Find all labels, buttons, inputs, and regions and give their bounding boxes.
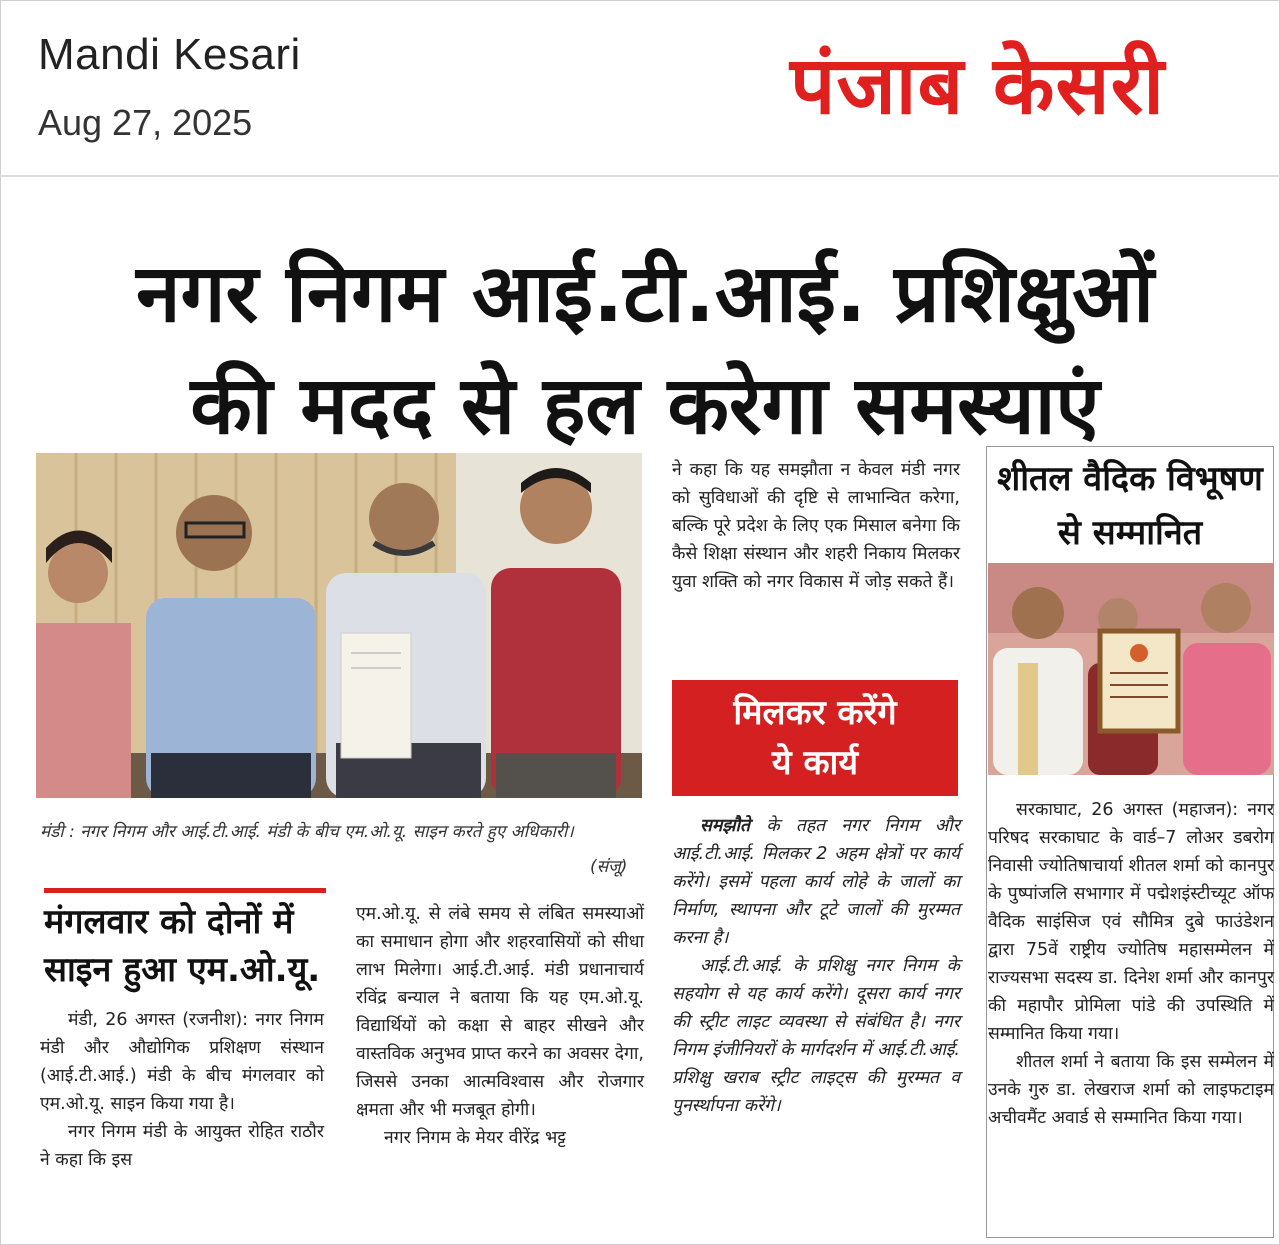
photo-caption: मंडी : नगर निगम और आई.टी.आई. मंडी के बीच एम.ओ.यू. साइन करते हुए अधिकारी। [40,822,574,842]
col1-para-1: मंडी, 26 अगस्त (रजनीश): नगर निगम मंडी और औद्योगिक प्रशिक्षण संस्थान (आई.टी.आई.) मंडी के बीच मंगलवार को एम.ओ.यू. साइन किया गया है। [40,1010,324,1114]
award-photo [988,563,1274,775]
newspaper-logo: पंजाब केसरी [790,39,1166,132]
mou-signing-photo [36,453,642,798]
column-1 [40,1006,324,1174]
publication-name: Mandi Kesari [38,30,301,79]
highlight-box-line-1: मिलकर करेंगे [733,693,897,733]
col2-para-1: एम.ओ.यू. से लंबे समय से लंबित समस्याओं का समाधान होगा और शहरवासियों को सीधा लाभ मिलेगा। आई.टी.आई. मंडी प्रधानाचार्य रविंद्र बन्याल ने बताया कि यह एम.ओ.यू. विद्यार्थियों को कक्षा से बाहर सीखने और वास्तविक अनुभव प्राप्त करने का अवसर देगा, जिससे उनका आत्मविश्वास और रोजगार क्षमता और भी मजबूत होगी। [356,904,644,1120]
col2-para-2: नगर निगम के मेयर वीरेंद्र भट्ट [384,1128,566,1148]
headline-line-1: नगर निगम आई.टी.आई. प्रशिक्षुओं [136,247,1154,340]
mou-subhead: मंगलवार को दोनों में साइन हुआ एम.ओ.यू. [44,902,321,990]
subhead-rule [44,888,326,893]
col1-para-2: नगर निगम मंडी के आयुक्त रोहित राठौर ने कहा कि इस [40,1122,324,1170]
headline-line-2: की मदद से हल करेगा समस्याएं [190,359,1100,452]
header-divider [0,175,1280,177]
highlight-box [672,680,958,796]
column-3-top [672,456,960,596]
highlight-box-line-2: ये कार्य [771,743,859,783]
side-title-line-1: शीतल वैदिक विभूषण [997,459,1263,499]
photo-credit: (संजू) [590,857,628,877]
main-headline [30,238,1260,462]
col3-para-2: आई.टी.आई. के प्रशिक्षु नगर निगम के सहयोग से यह कार्य करेंगे। दूसरा कार्य नगर की स्ट्रीट लाइट व्यवस्था से संबंधित है। नगर निगम इंजीनियरों के मार्गदर्शन में आई.टी.आई. प्रशिक्षु खराब स्ट्रीट लाइट्स की मुरम्मत व पुनर्स्थापना करेंगे। [672,956,960,1116]
col3-lead-word: समझौते [700,816,751,836]
side-title-line-2: से सम्मानित [1057,513,1203,553]
col3-para-1-text: के तहत नगर निगम और आई.टी.आई. मिलकर 2 अहम क्षेत्रों पर कार्य करेंगे। इसमें पहला कार्य लोहे के जालों का निर्माण, स्थापना और टूटे जालों की मुरम्मत करना है। [672,816,960,948]
side-story-title [990,452,1270,560]
side-para-1: सरकाघाट, 26 अगस्त (महाजन): नगर परिषद सरकाघाट के वार्ड–7 लोअर डबरोग निवासी ज्योतिषाचार्या शीतल शर्मा को कानपुर के पुष्पांजलि सभागार में पद्मेशइंस्टीच्यूट ऑफ वैदिक साइंसिज एवं सौमित्र दुबे फाउंडेशन द्वारा 75वें राष्ट्रीय ज्योतिष महासम्मेलन में राज्यसभा सदस्य डा. दिनेश शर्मा और कानपुर की महापौर प्रोमिला पांडे की उपस्थिति में सम्मानित किया गया। [988,800,1274,1044]
col3-top-para: ने कहा कि यह समझौता न केवल मंडी नगर को सुविधाओं की दृष्टि से लाभान्वित करेगा, बल्कि पूरे प्रदेश के लिए एक मिसाल बनेगा कि कैसे शिक्षा संस्थान और शहरी निकाय मिलकर युवा शक्ति को नगर विकास में जोड़ सकते हैं। [672,460,960,592]
column-3 [672,812,960,1120]
column-2 [356,900,644,1152]
publication-date: Aug 27, 2025 [38,102,253,143]
col3-para-1 [672,812,960,952]
side-story-text [988,796,1274,1132]
side-para-2: शीतल शर्मा ने बताया कि इस सम्मेलन में उनके गुरु डा. लेखराज शर्मा को लाइफटाइम अचीवमैंट अवार्ड से सम्मानित किया गया। [988,1052,1274,1128]
